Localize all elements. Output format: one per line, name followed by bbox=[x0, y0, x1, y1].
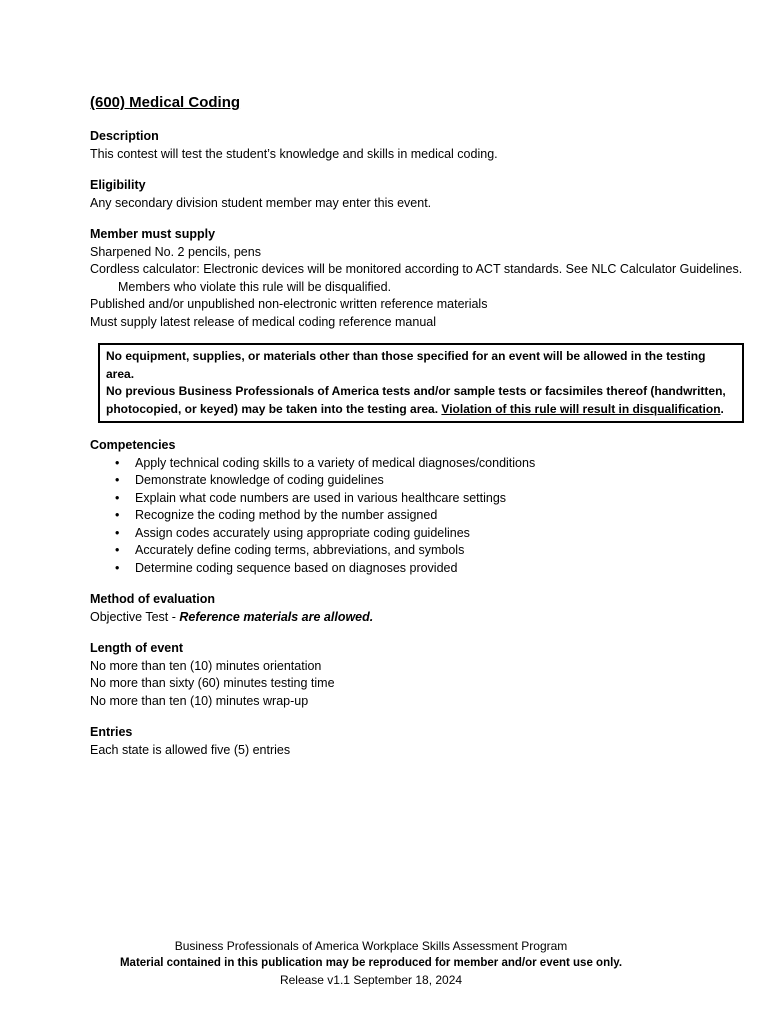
list-item bbox=[90, 507, 750, 525]
notice-underlined-text: Violation of this rule will result in disqualification bbox=[441, 401, 721, 416]
length-section bbox=[90, 640, 750, 710]
disqualification-notice-box bbox=[98, 343, 744, 423]
evaluation-prefix: Objective Test - bbox=[90, 609, 180, 624]
competency-text: Recognize the coding method by the number assigned bbox=[135, 508, 438, 522]
evaluation-section bbox=[90, 591, 750, 626]
eligibility-text: Any secondary division student member may enter this event. bbox=[90, 195, 432, 210]
entries-text: Each state is allowed five (5) entries bbox=[90, 742, 291, 757]
list-item bbox=[90, 490, 750, 508]
eligibility-heading: Eligibility bbox=[90, 178, 146, 192]
competency-text: Apply technical coding skills to a variety of medical diagnoses/conditions bbox=[135, 455, 536, 470]
list-item bbox=[90, 542, 750, 560]
entries-heading: Entries bbox=[90, 725, 133, 739]
evaluation-heading: Method of evaluation bbox=[90, 592, 215, 606]
evaluation-emphasis: Reference materials are allowed. bbox=[179, 609, 374, 624]
list-item bbox=[90, 472, 750, 490]
bullet-icon: • bbox=[115, 543, 120, 557]
competency-text: Accurately define coding terms, abbreviations, and symbols bbox=[135, 543, 465, 557]
list-item bbox=[90, 455, 750, 473]
supply-item: Published and/or unpublished non-electronic written reference materials bbox=[90, 297, 488, 311]
supply-section bbox=[90, 226, 750, 331]
length-item: No more than sixty (60) minutes testing time bbox=[90, 676, 335, 690]
supply-item: Sharpened No. 2 pencils, pens bbox=[90, 244, 261, 259]
competency-text: Assign codes accurately using appropriate coding guidelines bbox=[135, 525, 470, 540]
eligibility-section bbox=[90, 177, 750, 212]
bullet-icon: • bbox=[115, 490, 120, 505]
page-title: (600) Medical Coding bbox=[90, 94, 241, 111]
supply-item: Must supply latest release of medical coding reference manual bbox=[90, 314, 437, 329]
length-item: No more than ten (10) minutes wrap-up bbox=[90, 693, 309, 708]
notice-paragraph bbox=[106, 383, 736, 418]
description-heading: Description bbox=[90, 129, 159, 143]
description-text: This contest will test the student’s knowledge and skills in medical coding. bbox=[90, 146, 498, 161]
supply-item: Cordless calculator: Electronic devices will be monitored according to ACT standards. See NLC Calculator Guidelines. Members who violate this rule will be disqualified. bbox=[90, 262, 743, 294]
competency-text: Explain what code numbers are used in various healthcare settings bbox=[135, 490, 507, 505]
competencies-section bbox=[90, 437, 750, 577]
competency-text: Demonstrate knowledge of coding guidelines bbox=[135, 473, 384, 487]
description-section bbox=[90, 128, 750, 163]
evaluation-text bbox=[90, 609, 750, 627]
competencies-list bbox=[90, 455, 750, 578]
length-heading: Length of event bbox=[90, 641, 184, 655]
list-item bbox=[90, 525, 750, 543]
footer-copyright: Material contained in this publication may be reproduced for member and/or event use only. bbox=[119, 957, 623, 969]
bullet-icon: • bbox=[115, 525, 120, 540]
bullet-icon: • bbox=[115, 560, 120, 575]
entries-section bbox=[90, 724, 750, 759]
page-footer bbox=[0, 938, 742, 989]
notice-period: . bbox=[720, 401, 724, 416]
competency-text: Determine coding sequence based on diagnoses provided bbox=[135, 560, 458, 575]
notice-line: No equipment, supplies, or materials other than those specified for an event will be allowed in the testing area. bbox=[106, 349, 706, 381]
competencies-heading: Competencies bbox=[90, 438, 176, 452]
supply-heading: Member must supply bbox=[90, 227, 216, 241]
bullet-icon: • bbox=[115, 455, 120, 470]
notice-text: No previous Business Professionals of America tests and/or sample tests or facsimiles thereof (handwritten, photocopied, or keyed) may be taken into the testing area. bbox=[106, 384, 726, 416]
length-item: No more than ten (10) minutes orientation bbox=[90, 658, 322, 673]
bullet-icon: • bbox=[115, 508, 120, 522]
footer-release: Release v1.1 September 18, 2024 bbox=[279, 973, 463, 987]
bullet-icon: • bbox=[115, 473, 120, 487]
list-item bbox=[90, 560, 750, 578]
footer-program: Business Professionals of America Workplace Skills Assessment Program bbox=[174, 939, 568, 953]
document-body bbox=[90, 92, 750, 759]
